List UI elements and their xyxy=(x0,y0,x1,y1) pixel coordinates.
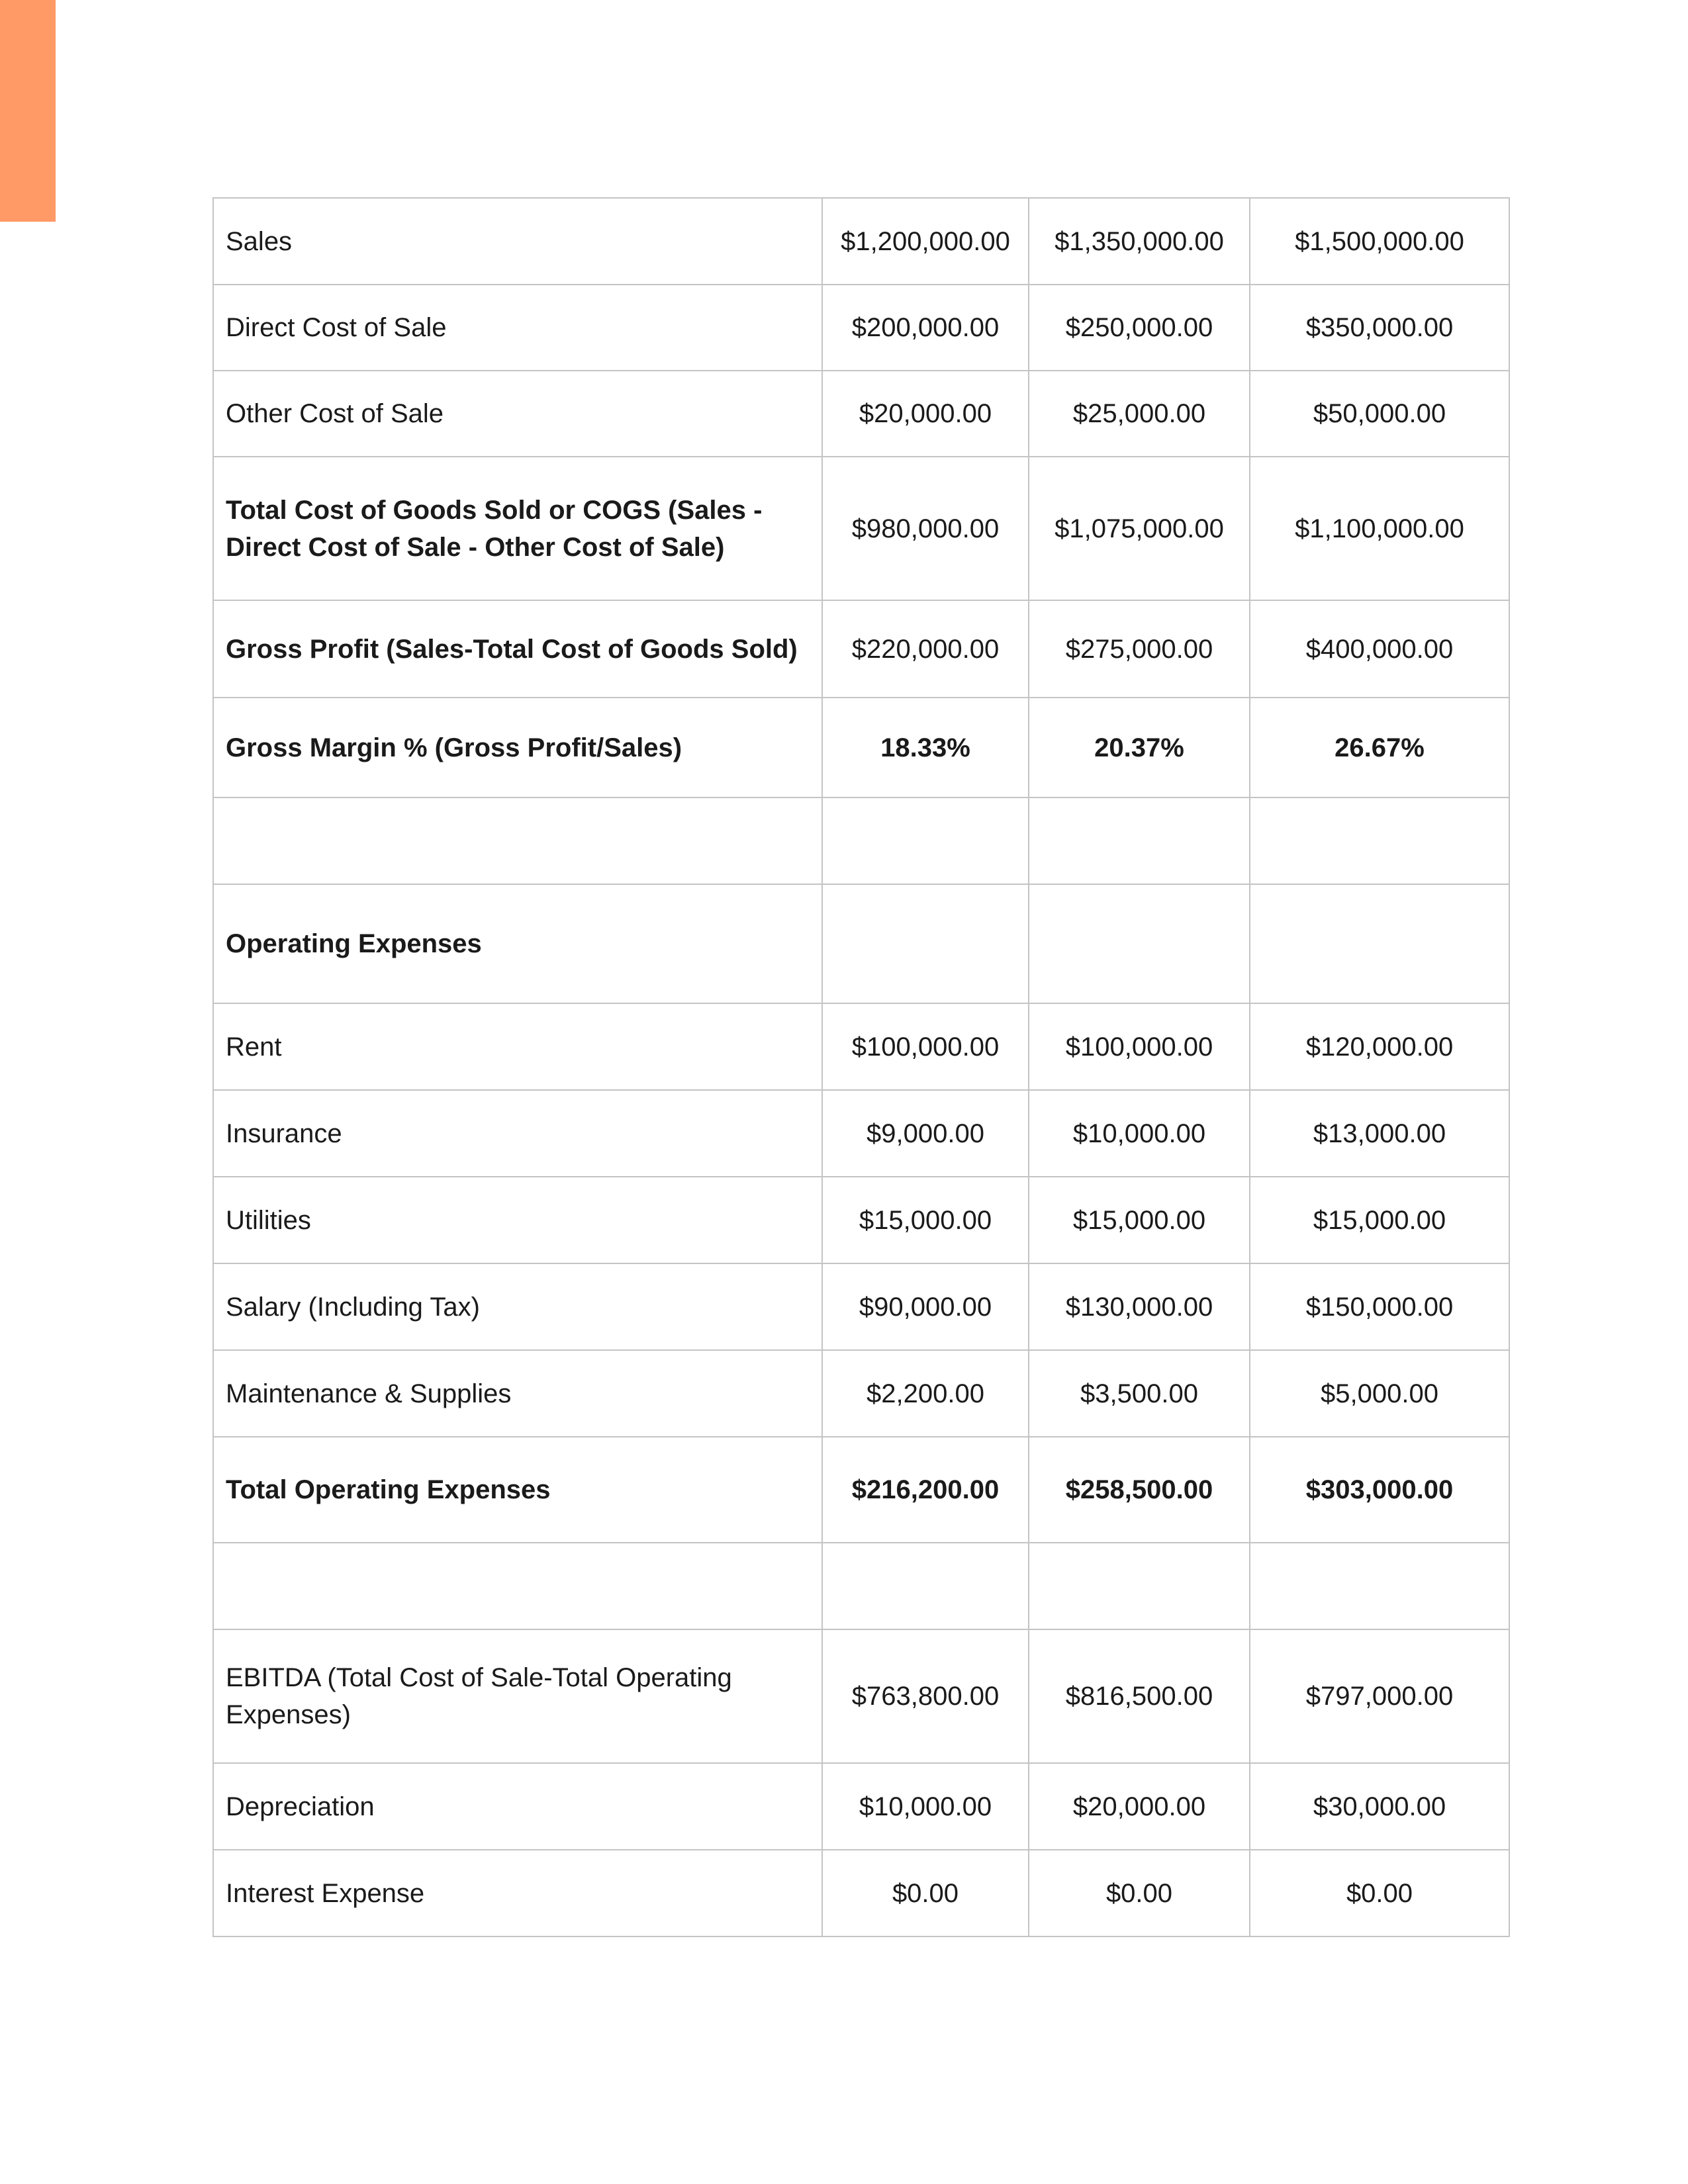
row-value: $1,075,000.00 xyxy=(1029,457,1250,600)
row-value: $0.00 xyxy=(1029,1850,1250,1936)
row-value: $10,000.00 xyxy=(822,1763,1029,1850)
row-value: $1,350,000.00 xyxy=(1029,198,1250,285)
row-value: $20,000.00 xyxy=(1029,1763,1250,1850)
table-row xyxy=(213,198,1509,285)
row-value: $15,000.00 xyxy=(1250,1177,1509,1263)
row-value: $400,000.00 xyxy=(1250,600,1509,698)
row-value xyxy=(1029,1543,1250,1629)
row-label: Salary (Including Tax) xyxy=(213,1263,822,1350)
row-value: $150,000.00 xyxy=(1250,1263,1509,1350)
row-label: Rent xyxy=(213,1003,822,1090)
row-value: $130,000.00 xyxy=(1029,1263,1250,1350)
row-value: $100,000.00 xyxy=(1029,1003,1250,1090)
row-value: $258,500.00 xyxy=(1029,1437,1250,1543)
table-row xyxy=(213,1629,1509,1763)
table-row xyxy=(213,285,1509,371)
row-value: $980,000.00 xyxy=(822,457,1029,600)
accent-tab xyxy=(0,0,56,222)
row-label: Insurance xyxy=(213,1090,822,1177)
row-value: $25,000.00 xyxy=(1029,371,1250,457)
row-value: $763,800.00 xyxy=(822,1629,1029,1763)
row-value xyxy=(1029,884,1250,1003)
row-label: Sales xyxy=(213,198,822,285)
row-value: $0.00 xyxy=(822,1850,1029,1936)
table-row xyxy=(213,1437,1509,1543)
row-label: Direct Cost of Sale xyxy=(213,285,822,371)
row-value xyxy=(822,884,1029,1003)
row-value: $9,000.00 xyxy=(822,1090,1029,1177)
table-row xyxy=(213,698,1509,797)
row-value: $10,000.00 xyxy=(1029,1090,1250,1177)
row-label: Utilities xyxy=(213,1177,822,1263)
table-row xyxy=(213,371,1509,457)
row-value: 18.33% xyxy=(822,698,1029,797)
row-value: $100,000.00 xyxy=(822,1003,1029,1090)
table-row xyxy=(213,797,1509,884)
table-row xyxy=(213,1350,1509,1437)
row-value: $303,000.00 xyxy=(1250,1437,1509,1543)
row-label: EBITDA (Total Cost of Sale-Total Operating Expenses) xyxy=(213,1629,822,1763)
row-value: $5,000.00 xyxy=(1250,1350,1509,1437)
income-statement-table xyxy=(212,197,1510,1937)
row-value: 26.67% xyxy=(1250,698,1509,797)
row-value: $1,100,000.00 xyxy=(1250,457,1509,600)
table-row xyxy=(213,1850,1509,1936)
table-row xyxy=(213,1177,1509,1263)
row-label xyxy=(213,1543,822,1629)
table-row xyxy=(213,1263,1509,1350)
row-value xyxy=(1250,797,1509,884)
table-row xyxy=(213,600,1509,698)
row-value: $2,200.00 xyxy=(822,1350,1029,1437)
row-value: $1,500,000.00 xyxy=(1250,198,1509,285)
table-row xyxy=(213,1003,1509,1090)
table-row xyxy=(213,1543,1509,1629)
row-value xyxy=(1029,797,1250,884)
table-row xyxy=(213,457,1509,600)
row-value: $120,000.00 xyxy=(1250,1003,1509,1090)
row-value: $816,500.00 xyxy=(1029,1629,1250,1763)
row-value: $216,200.00 xyxy=(822,1437,1029,1543)
table-row xyxy=(213,884,1509,1003)
row-label xyxy=(213,797,822,884)
table-row xyxy=(213,1763,1509,1850)
row-value: $350,000.00 xyxy=(1250,285,1509,371)
row-label: Total Operating Expenses xyxy=(213,1437,822,1543)
row-label: Other Cost of Sale xyxy=(213,371,822,457)
row-value: $250,000.00 xyxy=(1029,285,1250,371)
row-value: $220,000.00 xyxy=(822,600,1029,698)
row-value xyxy=(822,1543,1029,1629)
row-value: $275,000.00 xyxy=(1029,600,1250,698)
row-value xyxy=(822,797,1029,884)
row-label: Total Cost of Goods Sold or COGS (Sales - Direct Cost of Sale - Other Cost of Sale) xyxy=(213,457,822,600)
row-label: Interest Expense xyxy=(213,1850,822,1936)
row-value: $90,000.00 xyxy=(822,1263,1029,1350)
row-value xyxy=(1250,884,1509,1003)
row-label: Depreciation xyxy=(213,1763,822,1850)
row-value: $797,000.00 xyxy=(1250,1629,1509,1763)
income-statement-body xyxy=(213,198,1509,1936)
row-value: $30,000.00 xyxy=(1250,1763,1509,1850)
row-value: 20.37% xyxy=(1029,698,1250,797)
row-value: $15,000.00 xyxy=(822,1177,1029,1263)
row-label: Gross Margin % (Gross Profit/Sales) xyxy=(213,698,822,797)
row-value: $0.00 xyxy=(1250,1850,1509,1936)
row-value: $50,000.00 xyxy=(1250,371,1509,457)
row-value: $200,000.00 xyxy=(822,285,1029,371)
row-label: Maintenance & Supplies xyxy=(213,1350,822,1437)
row-label: Gross Profit (Sales-Total Cost of Goods Sold) xyxy=(213,600,822,698)
row-value: $1,200,000.00 xyxy=(822,198,1029,285)
row-value: $13,000.00 xyxy=(1250,1090,1509,1177)
row-value: $15,000.00 xyxy=(1029,1177,1250,1263)
row-value: $3,500.00 xyxy=(1029,1350,1250,1437)
row-value xyxy=(1250,1543,1509,1629)
row-value: $20,000.00 xyxy=(822,371,1029,457)
section-heading: Operating Expenses xyxy=(213,884,822,1003)
table-row xyxy=(213,1090,1509,1177)
